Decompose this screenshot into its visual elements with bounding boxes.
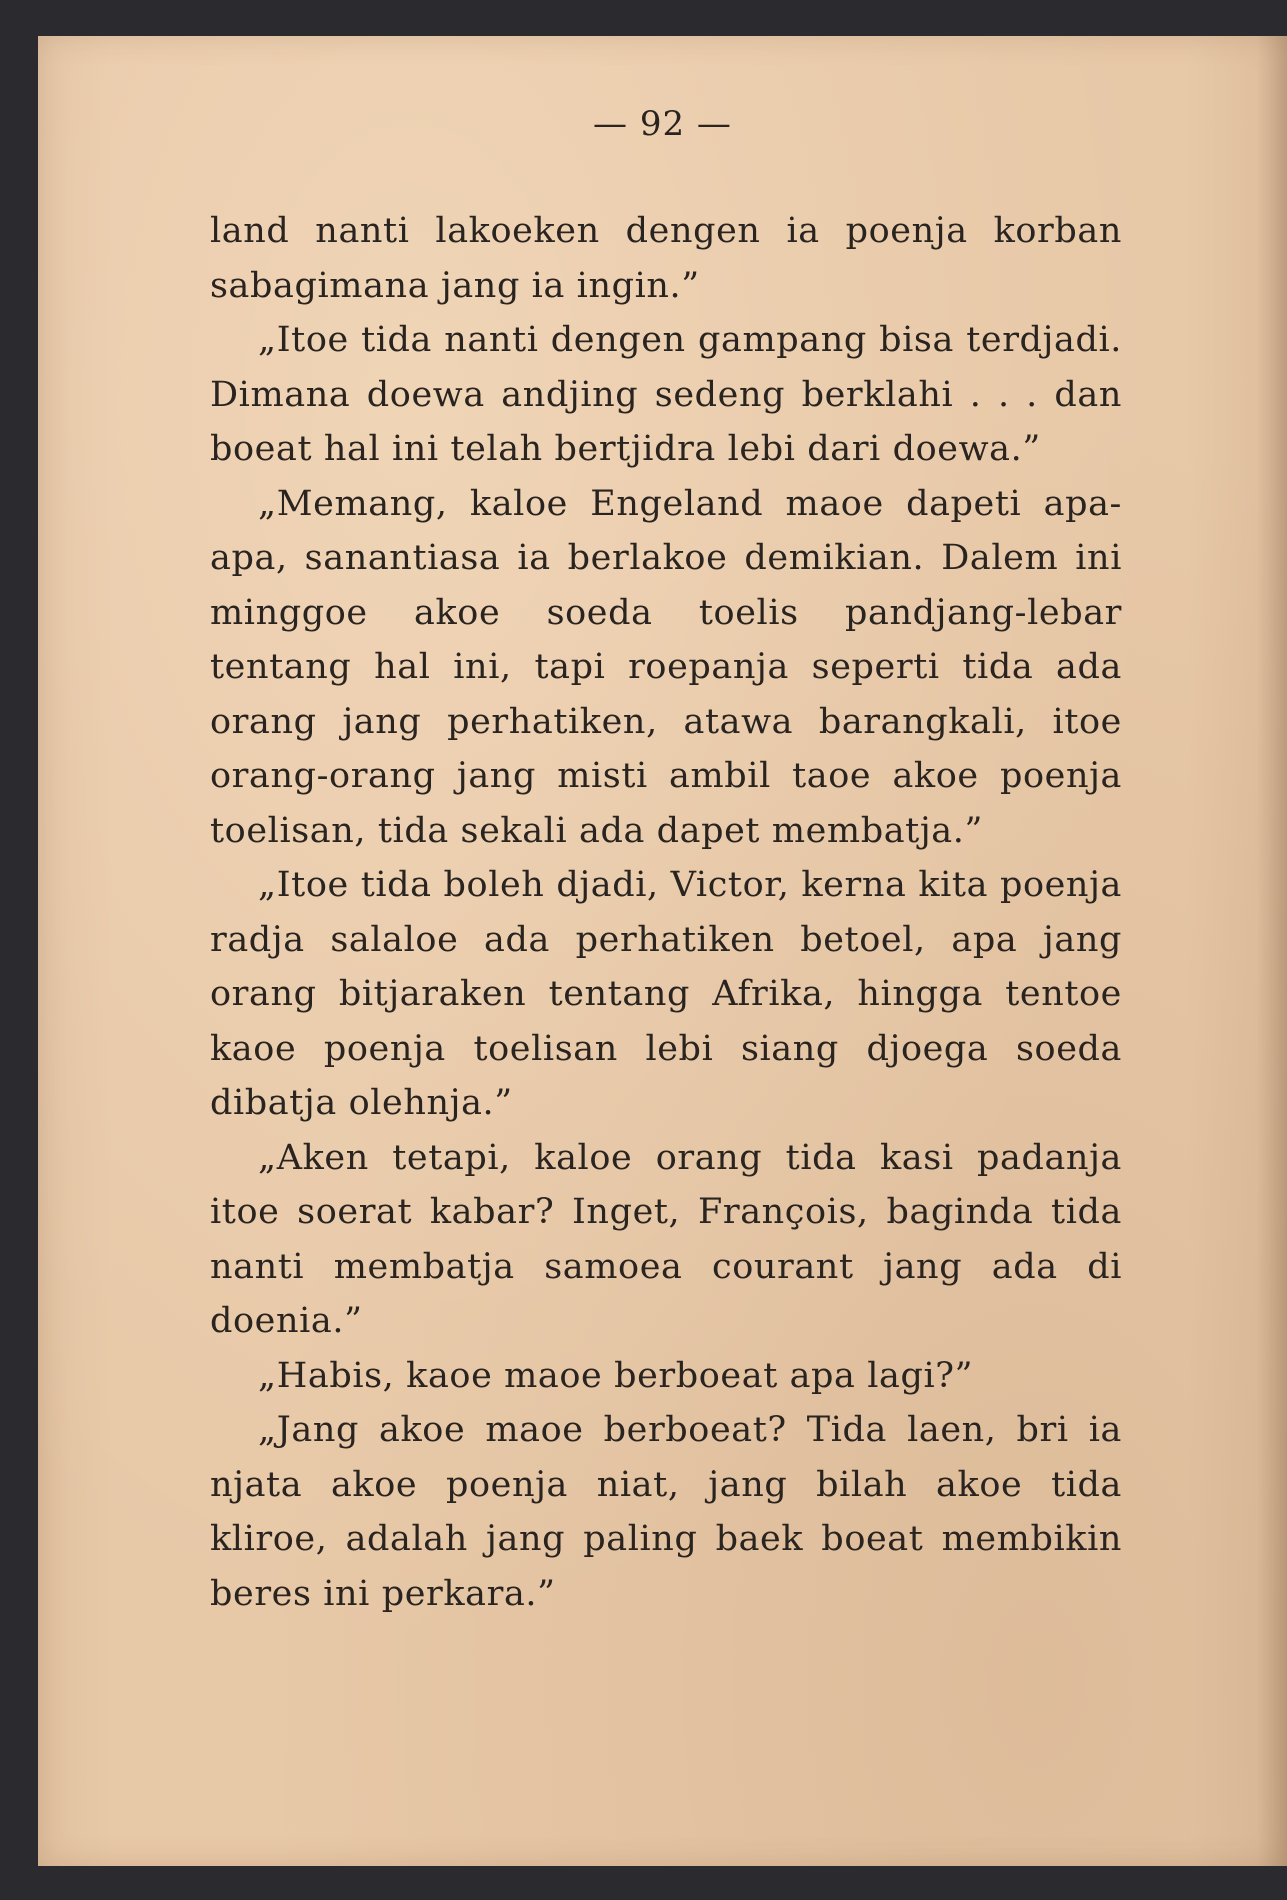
paragraph: land nanti lakoeken dengen ia poenja korban sabagimana jang ia ingin.” bbox=[210, 211, 1122, 306]
paragraph: „Jang akoe maoe berboeat? Tida laen, bri ia njata akoe poenja niat, jang bilah akoe tida kliroe, adalah jang paling baek boeat membikin beres ini perkara.” bbox=[210, 1410, 1122, 1614]
paragraph: „Aken tetapi, kaloe orang tida kasi padanja itoe soerat kabar? Inget, François, baginda tida nanti membatja samoea courant jang ada di doenia.” bbox=[210, 1137, 1122, 1341]
page-body bbox=[210, 204, 1122, 1621]
paragraph: „Itoe tida nanti dengen gampang bisa terdjadi. Dimana doewa andjing sedeng berklahi . . . dan boeat hal ini telah bertjidra lebi dari doewa.” bbox=[210, 320, 1122, 469]
book-page bbox=[38, 36, 1287, 1866]
page-edge-shadow bbox=[1257, 36, 1287, 1866]
paragraph: „Itoe tida boleh djadi, Victor, kerna kita poenja radja salaloe ada perhatiken betoel, apa jang orang bitjaraken tentang Afrika, hingga tentoe kaoe poenja toelisan lebi siang djoega soeda dibatja olehnja.” bbox=[210, 865, 1122, 1123]
paragraph: „Habis, kaoe maoe berboeat apa lagi?” bbox=[258, 1355, 974, 1396]
paragraph: „Memang, kaloe Engeland maoe dapeti apa-apa, sanantiasa ia berlakoe demikian. Dalem ini minggoe akoe soeda toelis pandjang-lebar tentang hal ini, tapi roepanja seperti tida ada orang jang perhatiken, atawa barangkali, itoe orang-orang jang misti ambil taoe akoe poenja toelisan, tida sekali ada dapet membatja.” bbox=[210, 483, 1122, 851]
page-number: — 92 — bbox=[593, 104, 732, 144]
